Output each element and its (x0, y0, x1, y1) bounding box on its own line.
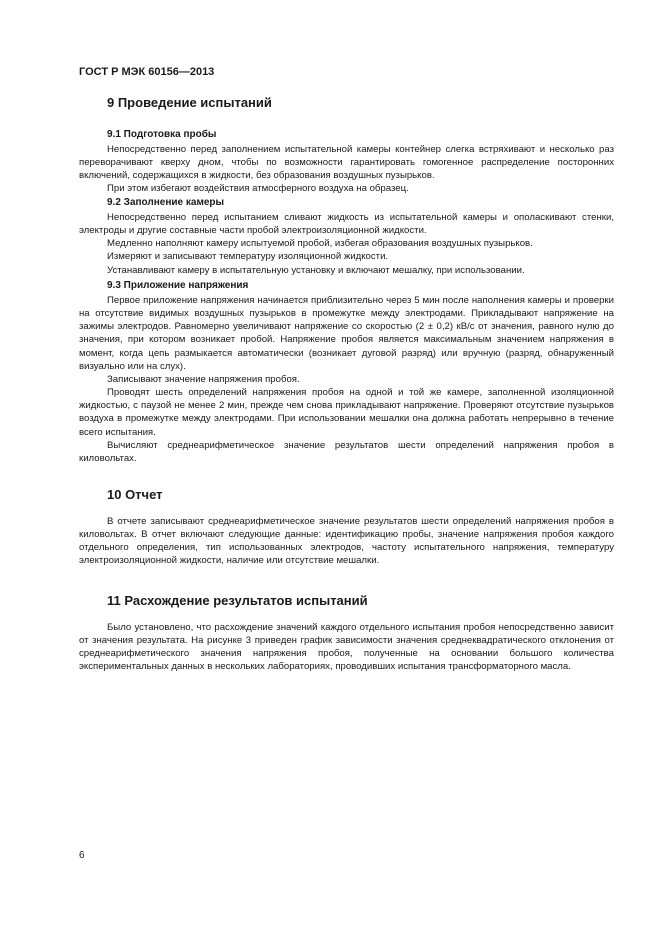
paragraph: Устанавливают камеру в испытательную установку и включают мешалку, при использовании. (107, 264, 525, 276)
paragraph: Первое приложение напряжения начинается приблизительно через 5 мин после наполнения камеры и проверки на отсутствие видимых воздушных пузырьков в промежутке между электродами. Прикладывают напряжение на зажимы электродов. Равномерно увеличивают напряжение со скоростью (2 ± 0,2) кВ/с от значения, равного нулю до значения, при котором возникает пробой. Напряжение пробоя является максимальным значением напряжения в момент, когда цепь размыкается автоматически (возникает дуговой разряд) или вручную (разряд, обнаруженный визуально или на слух). (79, 295, 614, 372)
paragraph: Вычисляют среднеарифметическое значение результатов шести определений напряжения пробоя в киловольтах. (79, 439, 614, 464)
paragraph: Проводят шесть определений напряжения пробоя на одной и той же камере, заполненной изоляционной жидкостью, с паузой не менее 2 мин, прежде чем снова прикладывают напряжение. Проверяют отсутствие пузырьков воздуха в промежутке между электродами. При использовании мешалки она должна работать непрерывно в течение всего испытания. (79, 387, 614, 438)
section-10 (79, 487, 614, 568)
section-11-title: 11 Расхождение результатов испытаний (107, 593, 368, 608)
section-11 (79, 593, 614, 674)
paragraph: При этом избегают воздействия атмосферного воздуха на образец. (107, 183, 409, 195)
subsection-9-2 (79, 196, 614, 277)
page-number: 6 (79, 850, 85, 861)
paragraph: Медленно наполняют камеру испытуемой пробой, избегая образования воздушных пузырьков. (107, 238, 533, 250)
section-9 (79, 95, 614, 111)
subsection-9-3 (79, 279, 614, 465)
paragraph: Измеряют и записывают температуру изоляционной жидкости. (107, 251, 389, 263)
paragraph: Записывают значение напряжения пробоя. (107, 373, 300, 385)
section-9-title: 9 Проведение испытаний (107, 95, 272, 110)
paragraph: Было установлено, что расхождение значений каждого отдельного испытания пробоя непосредственно зависит от значения результата. На рисунке 3 приведен график зависимости значения среднеквадратического отклонения от среднеарифметического значения напряжения пробоя, полученные на основании большого количества экспериментальных данных в нескольких лабораториях, проводивших испытания трансформаторного масла. (79, 622, 614, 673)
paragraph: Непосредственно перед заполнением испытательной камеры контейнер слегка встряхивают и несколько раз переворачивают кверху дном, чтобы по возможности гарантировать гомогенное распределение посторонних включений, содержащихся в жидкости, без образования воздушных пузырьков. (79, 144, 614, 182)
subsection-9-3-title: 9.3 Приложение напряжения (107, 280, 249, 291)
paragraph: В отчете записывают среднеарифметическое значение результатов шести определений напряжения пробоя в киловольтах. В отчет включают следующие данные: идентификацию пробы, значение напряжения пробоя каждого отдельного определения, тип использованных электродов, частоту испытательного напряжения, температуру электроизоляционной жидкости, наличие или отсутствие мешалки. (79, 516, 614, 567)
subsection-9-2-title: 9.2 Заполнение камеры (107, 197, 225, 208)
section-10-title: 10 Отчет (107, 487, 163, 502)
paragraph: Непосредственно перед испытанием сливают жидкость из испытательной камеры и ополаскивают стенки, электроды и другие составные части пробой электроизоляционной жидкости. (79, 212, 614, 237)
standard-header: ГОСТ Р МЭК 60156—2013 (79, 66, 215, 78)
subsection-9-1 (79, 128, 614, 196)
subsection-9-1-title: 9.1 Подготовка пробы (107, 129, 217, 140)
